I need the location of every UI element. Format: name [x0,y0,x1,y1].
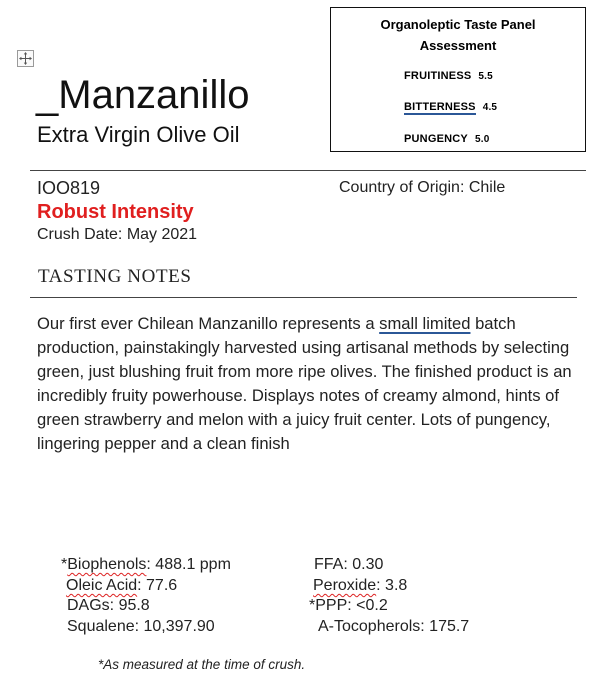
pungency-label: PUNGENCY [404,133,468,145]
ffa-stat: FFA: 0.30 [314,556,384,573]
taste-panel-title [331,14,585,56]
taste-panel-title-line1: Organoleptic Taste Panel [380,17,536,32]
peroxide-stat [313,576,407,596]
oleic-acid-value: : 77.6 [137,577,178,594]
product-code: IOO819 [37,178,101,198]
bitterness-row [404,101,497,113]
squalene-stat: Squalene: 10,397.90 [67,618,215,635]
move-handle-icon[interactable] [17,50,34,67]
tasting-notes-text-start: Our first ever Chilean Manzanillo represents a [37,314,380,333]
divider-notes [30,297,577,298]
product-title: _Manzanillo [36,73,250,117]
product-subtitle: Extra Virgin Olive Oil [37,122,240,147]
biophenols-label: Biophenols [67,556,147,573]
fruitiness-value: 5.5 [478,71,493,82]
ppp-stat: *PPP: <0.2 [309,597,388,614]
tocopherols-stat: A-Tocopherols: 175.7 [318,618,470,635]
footnote: *As measured at the time of crush. [98,657,306,672]
oleic-acid-label: Oleic Acid [66,577,138,594]
fruitiness-label: FRUITINESS [404,70,472,82]
pungency-value: 5.0 [474,134,490,145]
peroxide-label: Peroxide [313,577,377,594]
biophenols-value: : 488.1 ppm [146,556,231,573]
oleic-acid-stat [66,576,177,596]
biophenols-prefix: * [61,556,68,573]
divider-top [30,170,586,171]
intensity-label: Robust Intensity [37,201,194,223]
bitterness-label: BITTERNESS [404,101,476,113]
tasting-notes-underlined: small limited [379,314,471,333]
taste-panel-title-line2: Assessment [419,38,497,53]
tasting-notes-body [37,312,587,456]
biophenols-stat [61,555,231,575]
crush-date: Crush Date: May 2021 [37,226,198,243]
bitterness-value: 4.5 [482,102,498,113]
taste-panel-box [330,7,586,152]
country-of-origin: Country of Origin: Chile [339,179,506,196]
tasting-notes-text-end: batch production, painstakingly harvested using artisanal methods by selecting green, just blushing fruit from more ripe olives. The finished product is an incredibly fruity powerhouse. Displays notes of creamy almond, hints of green strawberry and melon with a juicy fruit center. Lots of pungency, lingering pepper and a clean finish [37,314,572,453]
pungency-row [404,133,489,145]
peroxide-value: : 3.8 [376,577,408,594]
dags-stat: DAGs: 95.8 [67,597,150,614]
tasting-notes-heading: TASTING NOTES [38,266,192,287]
fruitiness-row [404,70,493,82]
